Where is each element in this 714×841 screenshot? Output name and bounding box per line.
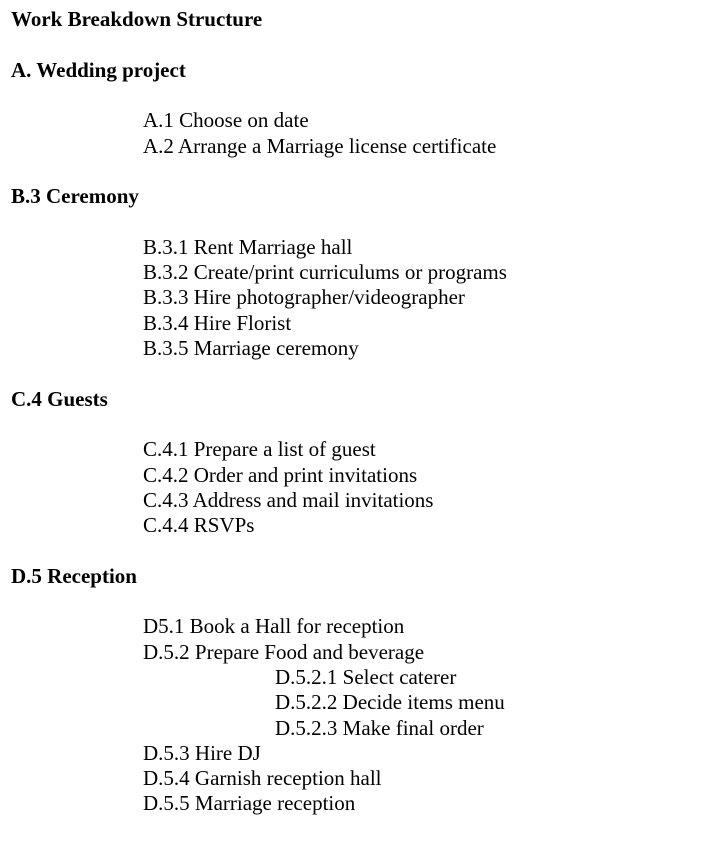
document-title: Work Breakdown Structure [11,7,263,31]
task-item: B.3.4 Hire Florist [143,311,292,335]
section-heading-ceremony: B.3 Ceremony [11,184,139,208]
task-item: C.4.1 Prepare a list of guest [143,437,376,461]
task-item: D.5.2 Prepare Food and beverage [143,640,425,664]
task-item: D5.1 Book a Hall for reception [143,614,405,638]
task-item: D.5.3 Hire DJ [143,741,261,765]
task-item: B.3.1 Rent Marriage hall [143,235,353,259]
subtask-item: D.5.2.3 Make final order [275,716,484,740]
task-item: B.3.2 Create/print curriculums or programs [143,260,507,284]
task-item: B.3.5 Marriage ceremony [143,336,359,360]
task-item: A.2 Arrange a Marriage license certificate [143,134,497,158]
task-item: A.1 Choose on date [143,108,309,132]
section-heading-reception: D.5 Reception [11,564,137,588]
task-item: C.4.2 Order and print invitations [143,463,418,487]
section-heading-guests: C.4 Guests [11,387,108,411]
task-item: C.4.4 RSVPs [143,513,255,537]
task-item: D.5.5 Marriage reception [143,791,356,815]
task-item: C.4.3 Address and mail invitations [143,488,434,512]
task-item: B.3.3 Hire photographer/videographer [143,285,465,309]
subtask-item: D.5.2.2 Decide items menu [275,690,505,714]
task-item: D.5.4 Garnish reception hall [143,766,382,790]
section-heading-wedding-project: A. Wedding project [11,58,186,82]
subtask-item: D.5.2.1 Select caterer [275,665,457,689]
